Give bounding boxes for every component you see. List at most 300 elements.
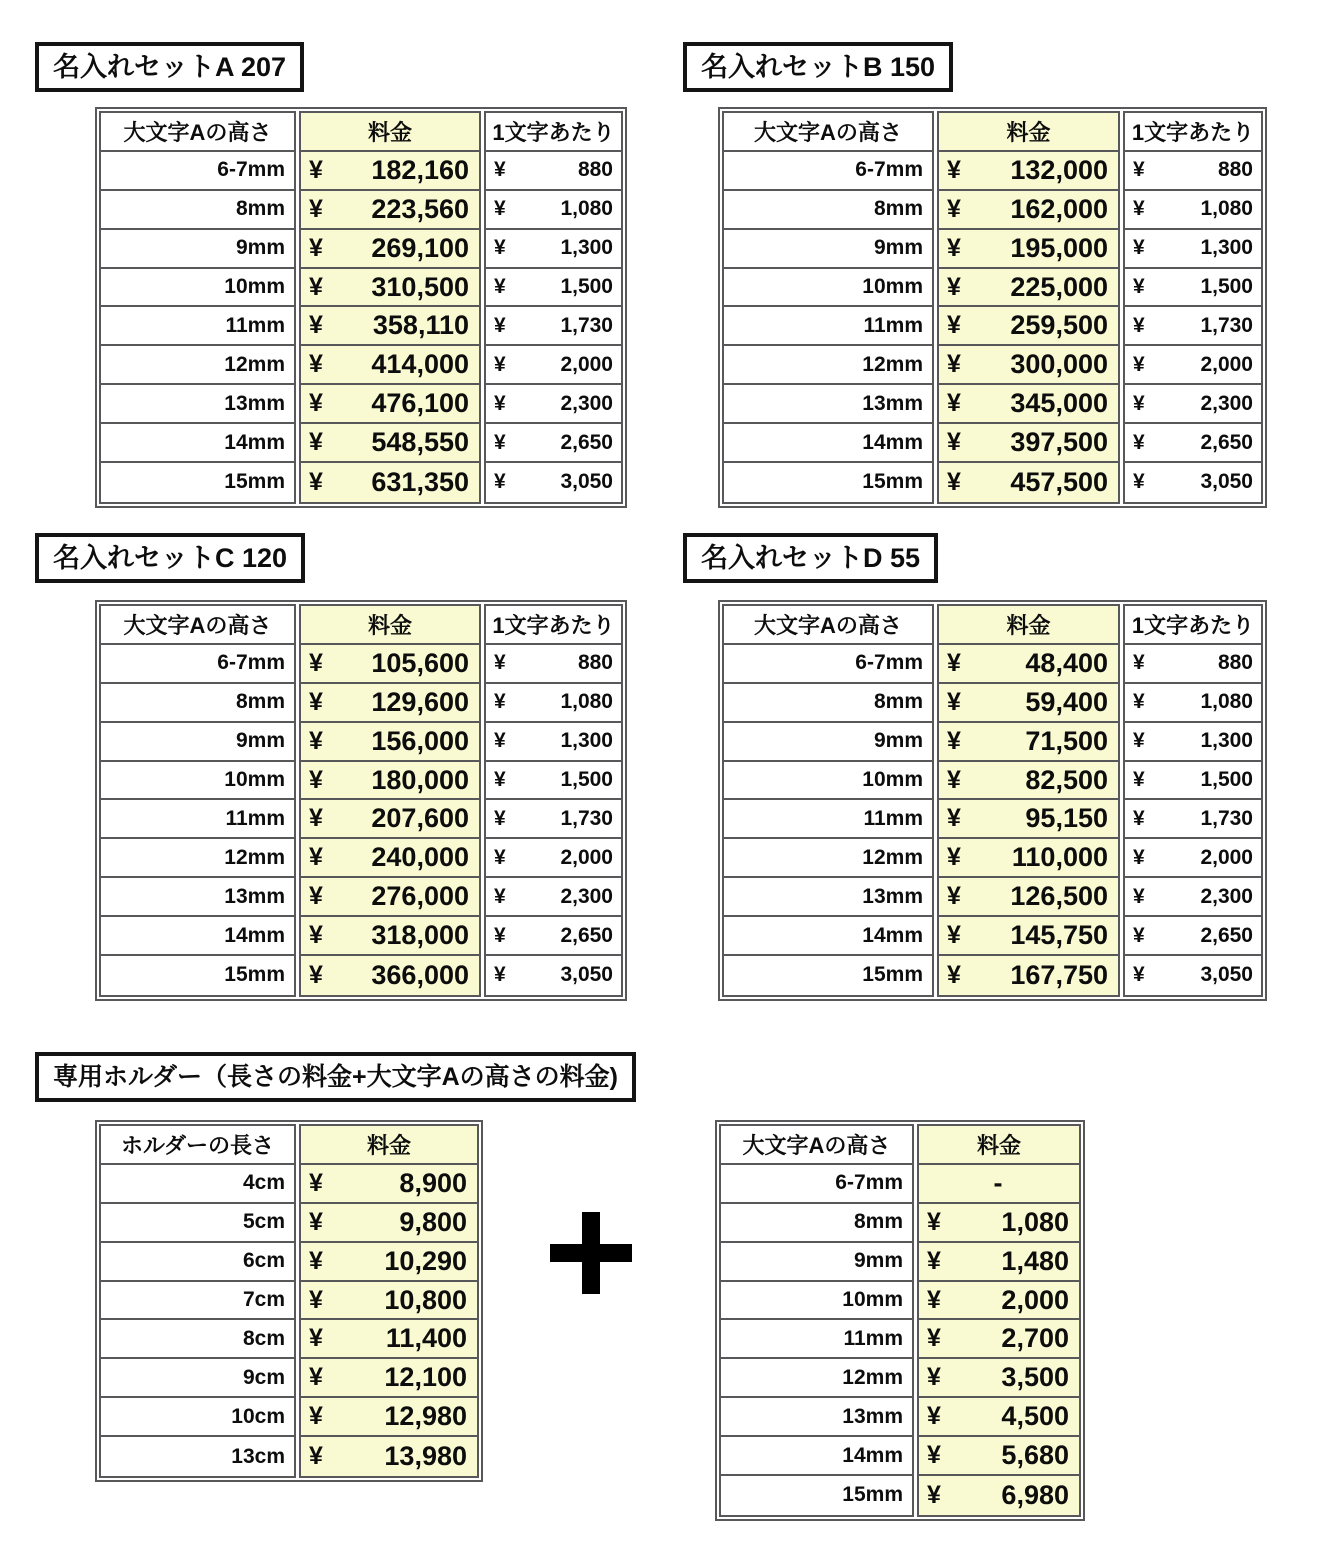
holder-height-table (715, 1120, 1085, 1521)
yen-symbol: ¥ (947, 155, 961, 184)
row-label: 15mm (224, 963, 285, 987)
row-label: 10mm (721, 1282, 912, 1321)
price-cell (301, 463, 479, 502)
price-cell (939, 152, 1118, 191)
row-label: 10cm (101, 1398, 294, 1437)
yen-symbol: ¥ (1133, 430, 1145, 454)
price-value: 1,080 (1001, 1206, 1069, 1237)
price-value: 167,750 (1010, 959, 1108, 990)
yen-symbol: ¥ (494, 651, 506, 675)
per-char-value: 3,050 (1200, 963, 1253, 987)
yen-symbol: ¥ (309, 882, 323, 911)
row-label: 9mm (724, 230, 932, 269)
price-cell (301, 1437, 477, 1476)
price-value: 126,500 (1010, 881, 1108, 912)
height-column-header: 大文字Aの高さ (724, 606, 932, 645)
yen-symbol: ¥ (947, 428, 961, 457)
price-cell (939, 191, 1118, 230)
per-char-cell (486, 684, 621, 723)
yen-symbol: ¥ (927, 1363, 941, 1392)
set-a-title: 名入れセットA 207 (35, 42, 304, 92)
per-char-value: 2,650 (1200, 923, 1253, 947)
yen-symbol: ¥ (494, 275, 506, 298)
holder-length-column-header: ホルダーの長さ (101, 1126, 294, 1165)
row-label: 9mm (101, 723, 294, 762)
row-label: 14mm (101, 424, 294, 463)
price-cell (939, 878, 1118, 917)
yen-symbol: ¥ (494, 352, 506, 376)
yen-symbol: ¥ (309, 687, 323, 716)
price-cell (939, 307, 1118, 346)
row-label: 12mm (101, 839, 294, 878)
per-char-value: 1,080 (1200, 197, 1253, 221)
price-cell (301, 645, 479, 684)
price-cell (301, 152, 479, 191)
yen-symbol: ¥ (309, 648, 323, 677)
per-char-cell (486, 917, 621, 956)
yen-symbol: ¥ (494, 963, 506, 987)
row-label: 10mm (101, 762, 294, 801)
price-cell (301, 1359, 477, 1398)
per-char-cell (1125, 878, 1261, 917)
price-column (937, 111, 1120, 504)
holder-title: 専用ホルダー（長さの料金+大文字Aの高さの料金) (35, 1052, 636, 1102)
yen-symbol: ¥ (1133, 275, 1145, 298)
price-cell (919, 1398, 1079, 1437)
yen-symbol: ¥ (947, 765, 961, 794)
yen-symbol: ¥ (494, 806, 506, 830)
per-char-value: 880 (577, 158, 613, 182)
set-b-title: 名入れセットB 150 (683, 42, 953, 92)
yen-symbol: ¥ (1133, 845, 1145, 869)
per-char-cell (1125, 762, 1261, 801)
per-char-value: 2,300 (560, 884, 613, 908)
plus-sign-text (550, 1212, 551, 1213)
yen-symbol: ¥ (1133, 236, 1145, 260)
yen-symbol: ¥ (309, 1246, 323, 1275)
yen-symbol: ¥ (927, 1402, 941, 1431)
per-char-value: 2,650 (560, 923, 613, 947)
per-char-cell (486, 878, 621, 917)
per-char-cell (486, 346, 621, 385)
price-value: 132,000 (1010, 154, 1108, 185)
per-char-cell (1125, 424, 1261, 463)
price-cell (939, 684, 1118, 723)
yen-symbol: ¥ (947, 960, 961, 989)
price-column (917, 1124, 1081, 1517)
price-cell (939, 269, 1118, 308)
row-label: 6-7mm (724, 645, 932, 684)
yen-symbol: ¥ (309, 1442, 323, 1471)
yen-symbol: ¥ (947, 194, 961, 223)
price-value: 4,500 (1001, 1401, 1069, 1432)
price-value: 145,750 (1010, 920, 1108, 951)
price-cell (301, 878, 479, 917)
price-cell (301, 723, 479, 762)
per-char-value: 2,300 (560, 391, 613, 415)
price-cell (301, 917, 479, 956)
row-label: 6-7mm (721, 1165, 912, 1204)
yen-symbol: ¥ (309, 843, 323, 872)
row-label: 12mm (721, 1359, 912, 1398)
yen-symbol: ¥ (927, 1285, 941, 1314)
yen-symbol: ¥ (309, 428, 323, 457)
height-column (722, 604, 934, 997)
per-char-cell (486, 269, 621, 308)
price-column (299, 604, 481, 997)
price-cell (919, 1282, 1079, 1321)
price-value: 59,400 (1025, 686, 1108, 717)
per-char-cell (486, 645, 621, 684)
price-cell (301, 839, 479, 878)
price-value: 345,000 (1010, 388, 1108, 419)
row-label: 9mm (721, 1243, 912, 1282)
price-value: 10,800 (384, 1284, 467, 1315)
yen-symbol: ¥ (1133, 729, 1145, 753)
per-char-column-header: 1文字あたり (1125, 606, 1261, 645)
price-value: 366,000 (371, 959, 469, 990)
yen-symbol: ¥ (927, 1324, 941, 1353)
yen-symbol: ¥ (309, 350, 323, 379)
row-label: 14mm (724, 424, 932, 463)
height-column (722, 111, 934, 504)
per-char-cell (1125, 191, 1261, 230)
row-label: 15mm (842, 1483, 903, 1507)
price-cell (301, 762, 479, 801)
per-char-value: 2,650 (1200, 430, 1253, 454)
row-label: 8mm (721, 1204, 912, 1243)
price-cell (939, 762, 1118, 801)
row-label: 13mm (724, 385, 932, 424)
price-value: 207,600 (371, 803, 469, 834)
yen-symbol: ¥ (309, 1207, 323, 1236)
yen-symbol: ¥ (927, 1480, 941, 1509)
yen-symbol: ¥ (947, 311, 961, 340)
price-value: 182,160 (371, 154, 469, 185)
per-char-column-header: 1文字あたり (1125, 113, 1261, 152)
yen-symbol: ¥ (494, 236, 506, 260)
price-value: 457,500 (1010, 466, 1108, 497)
yen-symbol: ¥ (1133, 806, 1145, 830)
height-column-header: 大文字Aの高さ (101, 606, 294, 645)
yen-symbol: ¥ (309, 1324, 323, 1353)
per-char-cell (1125, 684, 1261, 723)
row-label: 6-7mm (101, 645, 294, 684)
price-value: 48,400 (1025, 647, 1108, 678)
price-column (937, 604, 1120, 997)
price-value: 2,700 (1001, 1323, 1069, 1354)
price-value: 1,480 (1001, 1245, 1069, 1276)
price-cell (939, 230, 1118, 269)
yen-symbol: ¥ (494, 158, 506, 182)
price-cell (301, 956, 479, 995)
yen-symbol: ¥ (1133, 963, 1145, 987)
price-value: 225,000 (1010, 271, 1108, 302)
price-column-header: 料金 (301, 113, 479, 152)
row-label: 15mm (862, 470, 923, 494)
yen-symbol: ¥ (947, 726, 961, 755)
price-value: 11,400 (385, 1323, 467, 1354)
yen-symbol: ¥ (947, 648, 961, 677)
row-label: 11mm (101, 800, 294, 839)
row-label: 8mm (724, 684, 932, 723)
yen-symbol: ¥ (1133, 651, 1145, 675)
price-value: 269,100 (371, 232, 469, 263)
per-char-column (484, 111, 623, 504)
yen-symbol: ¥ (947, 272, 961, 301)
row-label: 6cm (101, 1243, 294, 1282)
per-char-value: 1,080 (560, 690, 613, 714)
yen-symbol: ¥ (1133, 923, 1145, 947)
height-column-header: 大文字Aの高さ (724, 113, 932, 152)
yen-symbol: ¥ (1133, 158, 1145, 182)
per-char-cell (1125, 152, 1261, 191)
price-cell (939, 800, 1118, 839)
price-value: 259,500 (1010, 310, 1108, 341)
set-d-title: 名入れセットD 55 (683, 533, 938, 583)
price-cell (919, 1437, 1079, 1476)
price-value: 129,600 (371, 686, 469, 717)
row-label: 9mm (724, 723, 932, 762)
price-value: 631,350 (371, 466, 469, 497)
row-label: 6-7mm (101, 152, 294, 191)
per-char-value: 3,050 (560, 963, 613, 987)
price-value: 223,560 (371, 193, 469, 224)
price-cell (301, 191, 479, 230)
yen-symbol: ¥ (947, 687, 961, 716)
row-label: 6-7mm (724, 152, 932, 191)
price-cell (301, 684, 479, 723)
per-char-value: 2,000 (1200, 845, 1253, 869)
row-label: 13cm (231, 1444, 285, 1468)
price-cell (939, 723, 1118, 762)
per-char-cell (1125, 230, 1261, 269)
yen-symbol: ¥ (494, 690, 506, 714)
row-label: 11mm (721, 1320, 912, 1359)
row-label: 10mm (724, 762, 932, 801)
yen-symbol: ¥ (309, 1285, 323, 1314)
yen-symbol: ¥ (309, 726, 323, 755)
per-char-cell (1125, 385, 1261, 424)
price-value: 310,500 (371, 271, 469, 302)
per-char-value: 1,730 (560, 806, 613, 830)
per-char-cell (486, 152, 621, 191)
row-label: 11mm (724, 800, 932, 839)
per-char-value: 1,300 (1200, 729, 1253, 753)
price-value: 9,800 (399, 1206, 467, 1237)
price-value: 110,000 (1011, 842, 1108, 873)
per-char-value: 1,080 (1200, 690, 1253, 714)
price-value: 414,000 (371, 349, 469, 380)
yen-symbol: ¥ (309, 194, 323, 223)
per-char-cell (486, 723, 621, 762)
price-cell (301, 230, 479, 269)
height-column-header: 大文字Aの高さ (101, 113, 294, 152)
price-cell (939, 424, 1118, 463)
price-column (299, 1124, 479, 1478)
price-cell (301, 269, 479, 308)
price-column-header: 料金 (301, 1126, 477, 1165)
yen-symbol: ¥ (1133, 470, 1145, 494)
per-char-value: 1,300 (1200, 236, 1253, 260)
yen-symbol: ¥ (927, 1207, 941, 1236)
row-label: 5cm (101, 1204, 294, 1243)
price-value: 71,500 (1025, 725, 1108, 756)
per-char-cell (486, 463, 621, 502)
price-value: 240,000 (371, 842, 469, 873)
per-char-value: 1,730 (1200, 806, 1253, 830)
per-char-value: 1,730 (1200, 313, 1253, 337)
price-column-header: 料金 (301, 606, 479, 645)
price-value: 3,500 (1001, 1362, 1069, 1393)
per-char-value: 2,300 (1200, 391, 1253, 415)
price-cell (301, 1165, 477, 1204)
price-value: 548,550 (371, 427, 469, 458)
yen-symbol: ¥ (309, 389, 323, 418)
price-cell (939, 385, 1118, 424)
yen-symbol: ¥ (309, 155, 323, 184)
price-cell (939, 463, 1118, 502)
price-cell (939, 645, 1118, 684)
yen-symbol: ¥ (309, 804, 323, 833)
price-value: 13,980 (384, 1441, 467, 1472)
price-value: 300,000 (1010, 349, 1108, 380)
per-char-cell (486, 307, 621, 346)
per-char-cell (486, 385, 621, 424)
yen-symbol: ¥ (494, 729, 506, 753)
per-char-value: 1,500 (560, 275, 613, 298)
row-label: 14mm (721, 1437, 912, 1476)
holder-length-column (99, 1124, 296, 1478)
yen-symbol: ¥ (309, 311, 323, 340)
per-char-value: 1,500 (1200, 275, 1253, 298)
row-label: 13mm (721, 1398, 912, 1437)
yen-symbol: ¥ (1133, 690, 1145, 714)
row-label: 11mm (724, 307, 932, 346)
price-cell (939, 917, 1118, 956)
yen-symbol: ¥ (1133, 768, 1145, 791)
price-value: 5,680 (1001, 1440, 1069, 1471)
plus-horizontal-bar (550, 1244, 632, 1262)
per-char-value: 2,000 (1200, 352, 1253, 376)
yen-symbol: ¥ (309, 467, 323, 496)
per-char-cell (486, 800, 621, 839)
yen-symbol: ¥ (309, 765, 323, 794)
per-char-value: 880 (577, 651, 613, 675)
price-value: 162,000 (1010, 193, 1108, 224)
row-label: 8mm (101, 191, 294, 230)
per-char-value: 3,050 (1200, 470, 1253, 494)
row-label: 14mm (724, 917, 932, 956)
row-label: 10mm (724, 269, 932, 308)
per-char-value: 1,500 (1200, 768, 1253, 791)
row-label: 12mm (724, 839, 932, 878)
yen-symbol: ¥ (494, 197, 506, 221)
yen-symbol: ¥ (947, 843, 961, 872)
per-char-value: 2,000 (560, 845, 613, 869)
per-char-cell (1125, 839, 1261, 878)
holder-length-table (95, 1120, 483, 1482)
price-value: - (993, 1167, 1003, 1198)
yen-symbol: ¥ (494, 391, 506, 415)
per-char-cell (1125, 269, 1261, 308)
pricing-table-set-b (718, 107, 1267, 508)
per-char-cell (1125, 307, 1261, 346)
yen-symbol: ¥ (947, 467, 961, 496)
height-column (99, 604, 296, 997)
height-column (719, 1124, 914, 1517)
price-cell (301, 424, 479, 463)
per-char-column (1123, 604, 1263, 997)
per-char-value: 2,650 (560, 430, 613, 454)
price-value: 276,000 (371, 881, 469, 912)
yen-symbol: ¥ (494, 313, 506, 337)
row-label: 9mm (101, 230, 294, 269)
row-label: 4cm (101, 1165, 294, 1204)
yen-symbol: ¥ (947, 389, 961, 418)
per-char-value: 880 (1217, 651, 1253, 675)
per-char-value: 1,080 (560, 197, 613, 221)
price-value: 318,000 (371, 920, 469, 951)
per-char-column-header: 1文字あたり (486, 606, 621, 645)
yen-symbol: ¥ (1133, 884, 1145, 908)
price-value: 12,100 (384, 1362, 467, 1393)
per-char-cell (1125, 463, 1261, 502)
yen-symbol: ¥ (1133, 352, 1145, 376)
price-value: 105,600 (371, 647, 469, 678)
price-column-header: 料金 (919, 1126, 1079, 1165)
price-cell (919, 1476, 1079, 1515)
price-cell (919, 1320, 1079, 1359)
price-column-header: 料金 (939, 113, 1118, 152)
price-cell (301, 346, 479, 385)
row-label: 11mm (101, 307, 294, 346)
row-label: 9cm (101, 1359, 294, 1398)
yen-symbol: ¥ (309, 921, 323, 950)
price-value: 8,900 (399, 1167, 467, 1198)
yen-symbol: ¥ (947, 804, 961, 833)
yen-symbol: ¥ (1133, 391, 1145, 415)
price-cell (301, 1282, 477, 1321)
row-label: 13mm (724, 878, 932, 917)
price-cell (301, 800, 479, 839)
height-column-header: 大文字Aの高さ (721, 1126, 912, 1165)
per-char-cell (486, 762, 621, 801)
row-label: 7cm (101, 1282, 294, 1321)
per-char-value: 3,050 (560, 470, 613, 494)
pricing-table-set-d (718, 600, 1267, 1001)
price-cell (301, 1204, 477, 1243)
row-label: 10mm (101, 269, 294, 308)
price-value: 397,500 (1010, 427, 1108, 458)
per-char-cell (1125, 723, 1261, 762)
yen-symbol: ¥ (494, 768, 506, 791)
row-label: 12mm (101, 346, 294, 385)
per-char-cell (486, 839, 621, 878)
price-column-header: 料金 (939, 606, 1118, 645)
per-char-value: 1,300 (560, 236, 613, 260)
price-value: 10,290 (384, 1245, 467, 1276)
price-value: 156,000 (371, 725, 469, 756)
yen-symbol: ¥ (947, 350, 961, 379)
price-column (299, 111, 481, 504)
price-value: 82,500 (1025, 764, 1108, 795)
plus-sign (550, 1212, 632, 1294)
row-label: 8mm (724, 191, 932, 230)
yen-symbol: ¥ (309, 272, 323, 301)
pricing-table-set-a (95, 107, 627, 508)
row-label: 15mm (224, 470, 285, 494)
